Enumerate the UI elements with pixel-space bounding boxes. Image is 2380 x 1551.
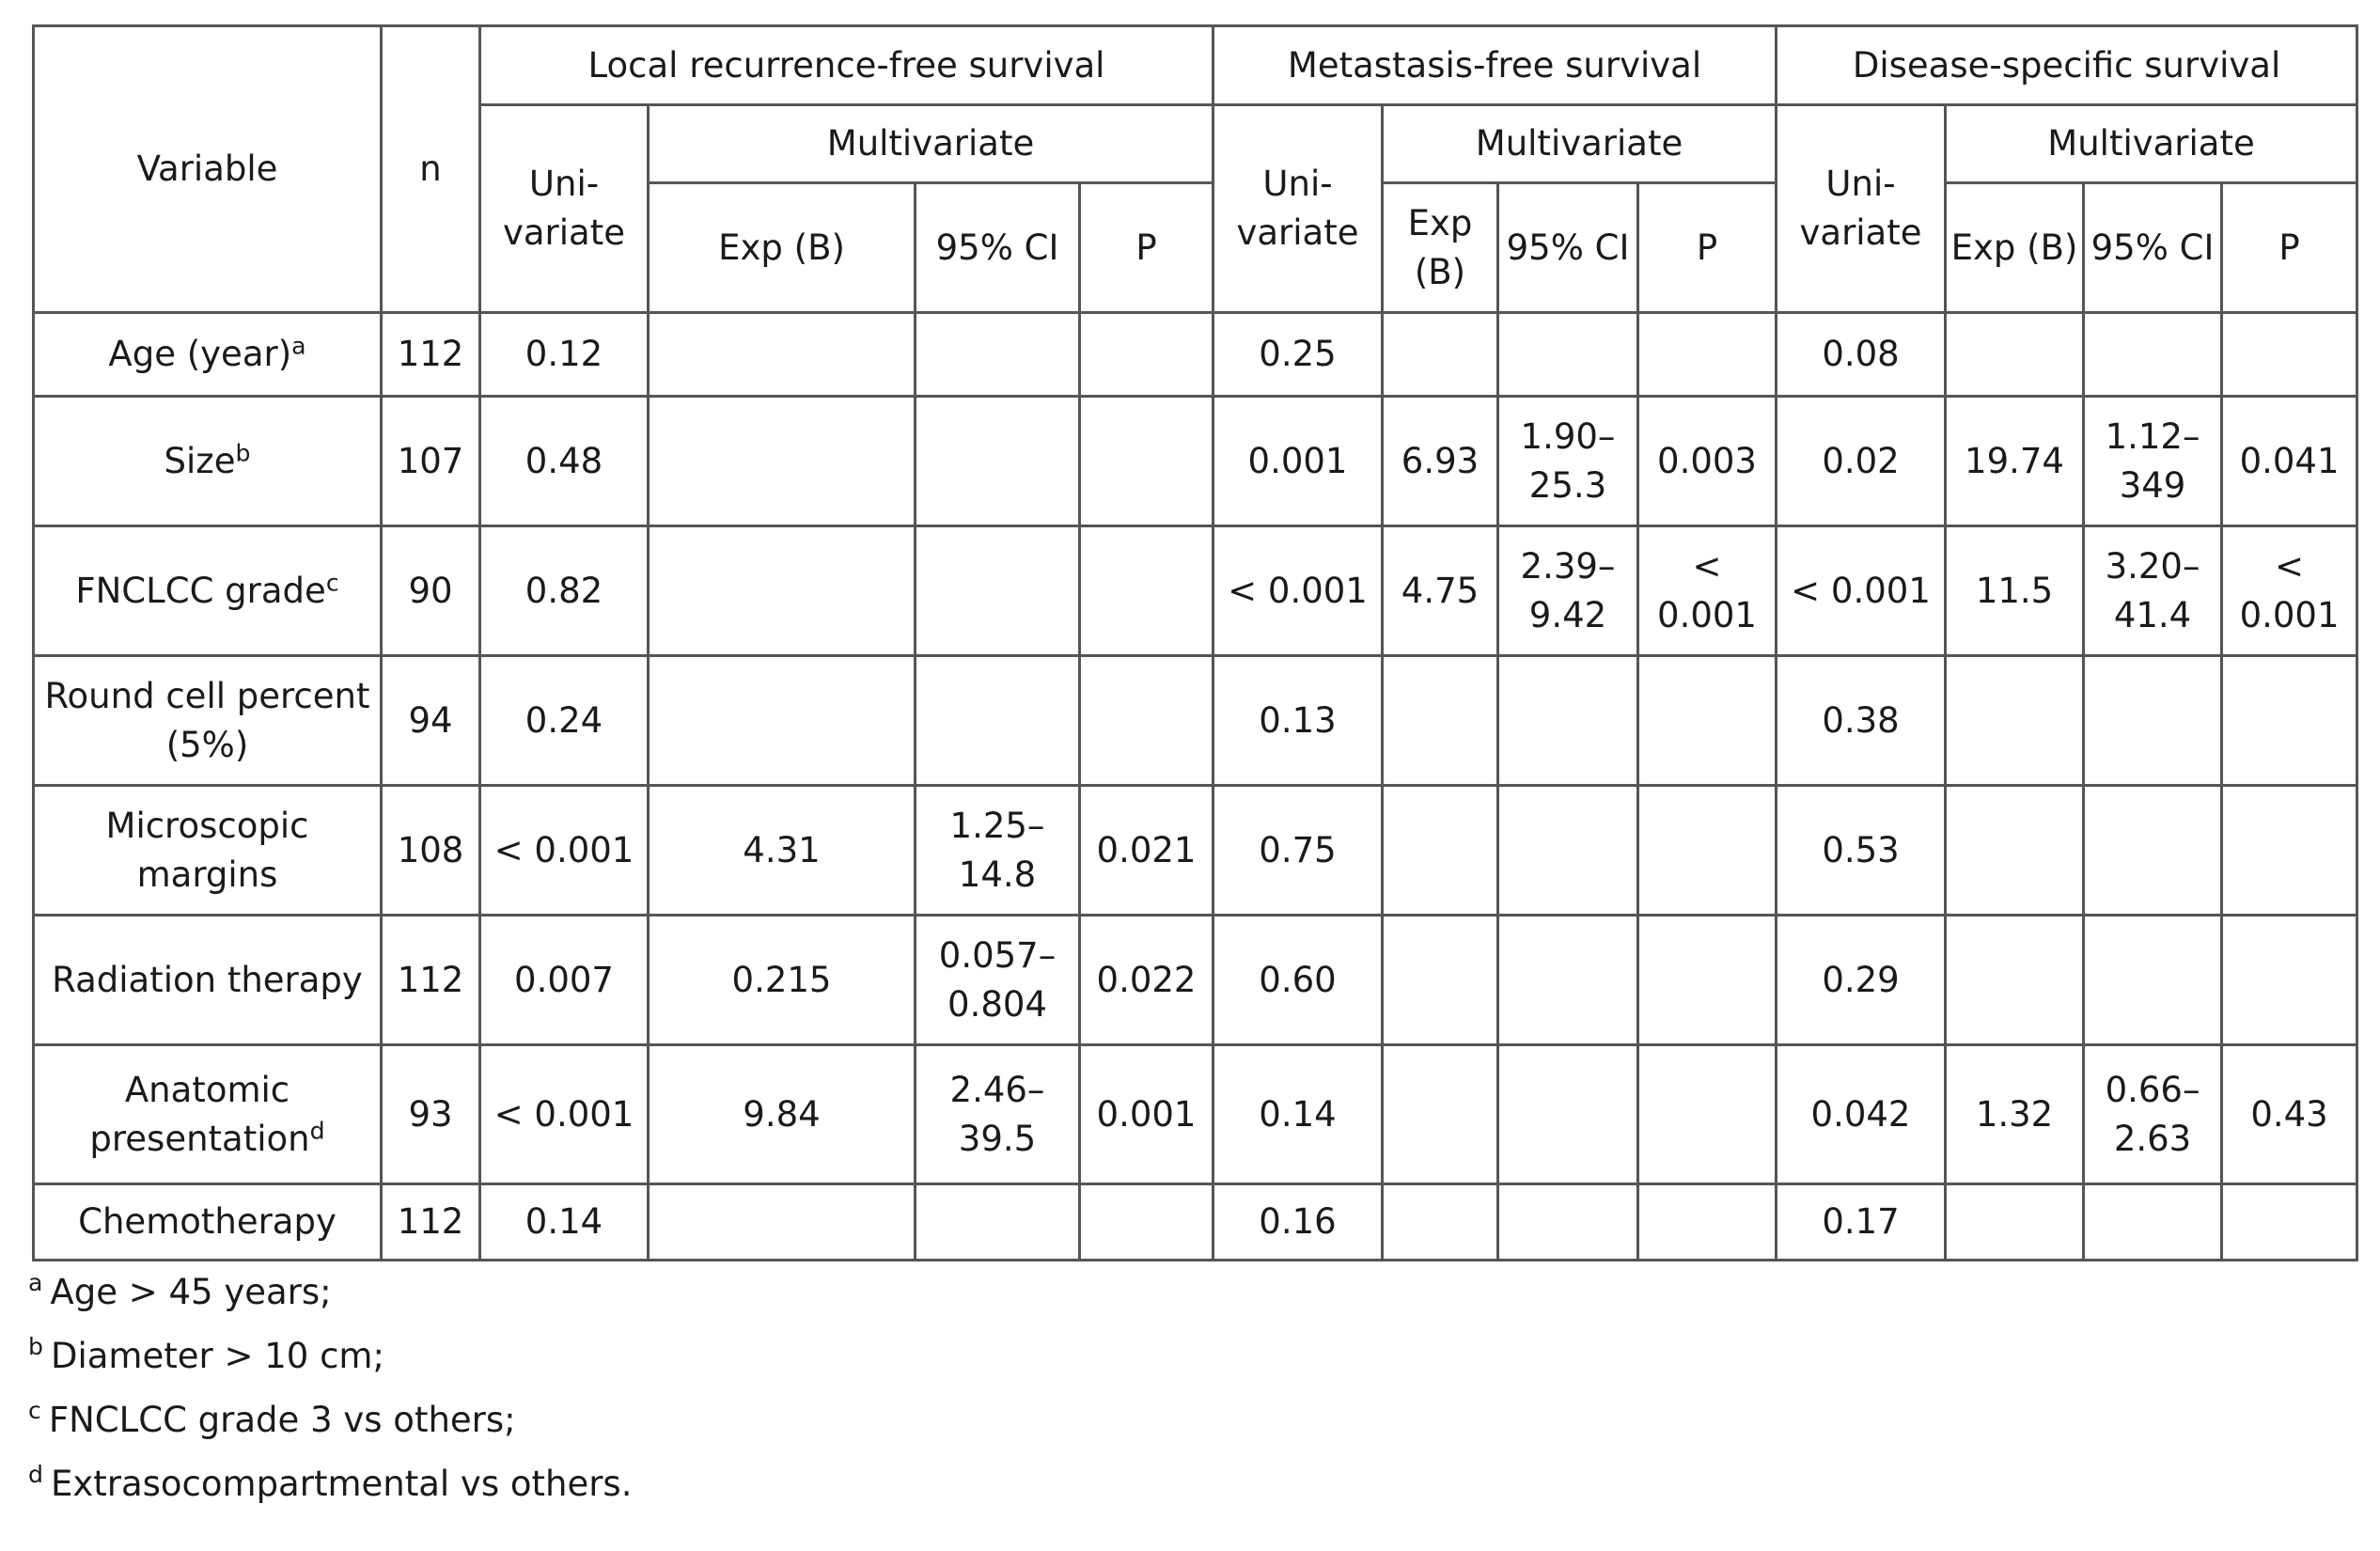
mfs-p-header: P [1638, 183, 1777, 313]
variable-cell [34, 1045, 382, 1184]
variable-label: FNCLCC grade [75, 570, 326, 611]
cell-dss-p [2222, 786, 2357, 916]
cell-dss-ci: 1.12–349 [2084, 397, 2222, 526]
footnote-marker: a [291, 332, 306, 360]
cell-dss-exp [1946, 916, 2084, 1045]
footnote-marker: c [325, 569, 339, 597]
table-row [34, 526, 2357, 656]
cell-dss-exp: 1.32 [1946, 1045, 2084, 1184]
cell-mfs-p [1638, 1045, 1777, 1184]
cell-lrfs-exp: 9.84 [649, 1045, 916, 1184]
cell-lrfs-p [1080, 313, 1213, 397]
cell-mfs-p [1638, 656, 1777, 786]
cell-lrfs-uni: 0.82 [480, 526, 649, 656]
cell-mfs-exp [1383, 916, 1498, 1045]
variable-label: Size [164, 440, 236, 481]
footnote-mark: c [28, 1397, 41, 1424]
footnote-item [28, 1399, 632, 1463]
variable-label: Anatomic presentation [89, 1069, 310, 1159]
cell-dss-exp: 11.5 [1946, 526, 2084, 656]
cell-mfs-uni: 0.75 [1213, 786, 1383, 916]
mfs-exp-b-header: Exp (B) [1383, 183, 1498, 313]
footnote-marker: b [235, 439, 251, 467]
cell-lrfs-ci [916, 656, 1080, 786]
cell-lrfs-uni: 0.12 [480, 313, 649, 397]
cell-dss-p: < 0.001 [2222, 526, 2357, 656]
cell-lrfs-ci [916, 1184, 1080, 1261]
results-table-container [32, 24, 2356, 1261]
cell-dss-ci [2084, 786, 2222, 916]
dss-multivariate-header: Multivariate [1946, 105, 2357, 183]
cell-lrfs-ci [916, 313, 1080, 397]
cell-lrfs-ci [916, 397, 1080, 526]
cell-mfs-exp [1383, 1045, 1498, 1184]
variable-header: Variable [34, 26, 382, 313]
cell-lrfs-uni: < 0.001 [480, 786, 649, 916]
mfs-univariate-header: Uni-variate [1213, 105, 1383, 313]
variable-label: Microscopic margins [105, 805, 309, 895]
cell-mfs-exp [1383, 786, 1498, 916]
lrfs-ci-header: 95% CI [916, 183, 1080, 313]
variable-label: Round cell percent (5%) [44, 675, 370, 765]
cell-dss-uni: 0.042 [1777, 1045, 1946, 1184]
cell-dss-ci [2084, 313, 2222, 397]
cell-mfs-ci [1498, 656, 1638, 786]
cell-mfs-ci [1498, 1184, 1638, 1261]
cell-mfs-exp [1383, 1184, 1498, 1261]
dss-ci-header: 95% CI [2084, 183, 2222, 313]
variable-cell [34, 397, 382, 526]
cell-dss-exp [1946, 1184, 2084, 1261]
cell-mfs-ci [1498, 786, 1638, 916]
cell-mfs-exp [1383, 313, 1498, 397]
cell-dss-p: 0.43 [2222, 1045, 2357, 1184]
cell-dss-uni: 0.29 [1777, 916, 1946, 1045]
cell-dss-ci: 3.20–41.4 [2084, 526, 2222, 656]
mfs-ci-header: 95% CI [1498, 183, 1638, 313]
cell-lrfs-p [1080, 526, 1213, 656]
header-row-groups [34, 26, 2357, 105]
table-row [34, 916, 2357, 1045]
table-body [34, 313, 2357, 1261]
cell-mfs-uni: 0.13 [1213, 656, 1383, 786]
cell-dss-uni: 0.08 [1777, 313, 1946, 397]
lrfs-p-header: P [1080, 183, 1213, 313]
cell-dss-ci [2084, 916, 2222, 1045]
cell-lrfs-exp [649, 526, 916, 656]
cell-lrfs-uni: < 0.001 [480, 1045, 649, 1184]
footnote-item [28, 1271, 632, 1335]
cell-lrfs-p [1080, 1184, 1213, 1261]
cell-n: 112 [382, 1184, 480, 1261]
cell-lrfs-uni: 0.24 [480, 656, 649, 786]
cell-mfs-ci: 1.90–25.3 [1498, 397, 1638, 526]
dss-univariate-header: Uni-variate [1777, 105, 1946, 313]
cell-mfs-uni: 0.60 [1213, 916, 1383, 1045]
cell-n: 112 [382, 313, 480, 397]
cell-mfs-p [1638, 1184, 1777, 1261]
n-header: n [382, 26, 480, 313]
cell-lrfs-exp [649, 397, 916, 526]
variable-cell [34, 526, 382, 656]
footnote-text: Age > 45 years; [50, 1271, 332, 1312]
cell-mfs-uni: 0.16 [1213, 1184, 1383, 1261]
variable-cell [34, 656, 382, 786]
cell-n: 94 [382, 656, 480, 786]
cell-mfs-p [1638, 313, 1777, 397]
cell-dss-p [2222, 1184, 2357, 1261]
cell-lrfs-uni: 0.14 [480, 1184, 649, 1261]
cell-n: 93 [382, 1045, 480, 1184]
footnote-marker: d [309, 1116, 325, 1144]
cell-mfs-uni: 0.25 [1213, 313, 1383, 397]
table-row [34, 786, 2357, 916]
footnote-mark: a [28, 1269, 43, 1296]
cell-mfs-ci [1498, 916, 1638, 1045]
mfs-group-header: Metastasis-free survival [1213, 26, 1777, 105]
table-row [34, 1045, 2357, 1184]
cell-lrfs-uni: 0.48 [480, 397, 649, 526]
cell-mfs-ci [1498, 313, 1638, 397]
variable-label: Radiation therapy [52, 959, 363, 1000]
cell-n: 108 [382, 786, 480, 916]
cell-mfs-uni: < 0.001 [1213, 526, 1383, 656]
footnote-item [28, 1335, 632, 1399]
dss-group-header: Disease-specific survival [1777, 26, 2357, 105]
cell-dss-ci: 0.66–2.63 [2084, 1045, 2222, 1184]
cell-mfs-exp: 6.93 [1383, 397, 1498, 526]
cell-dss-uni: 0.02 [1777, 397, 1946, 526]
mfs-multivariate-header: Multivariate [1383, 105, 1777, 183]
cell-lrfs-p: 0.021 [1080, 786, 1213, 916]
cell-n: 107 [382, 397, 480, 526]
cell-lrfs-uni: 0.007 [480, 916, 649, 1045]
footnote-text: Diameter > 10 cm; [50, 1335, 384, 1376]
variable-cell [34, 1184, 382, 1261]
table-row [34, 1184, 2357, 1261]
cell-lrfs-ci: 2.46–39.5 [916, 1045, 1080, 1184]
cell-dss-p [2222, 916, 2357, 1045]
variable-label: Chemotherapy [78, 1201, 337, 1243]
cell-dss-uni: 0.53 [1777, 786, 1946, 916]
dss-exp-b-header: Exp (B) [1946, 183, 2084, 313]
cell-lrfs-p [1080, 656, 1213, 786]
lrfs-exp-b-header: Exp (B) [649, 183, 916, 313]
footnote-mark: b [28, 1333, 43, 1360]
footnotes [28, 1271, 632, 1527]
footnote-item [28, 1463, 632, 1527]
cell-mfs-exp: 4.75 [1383, 526, 1498, 656]
cell-lrfs-ci: 1.25–14.8 [916, 786, 1080, 916]
cell-lrfs-exp [649, 656, 916, 786]
table-row [34, 656, 2357, 786]
cell-dss-p: 0.041 [2222, 397, 2357, 526]
cell-dss-uni: 0.38 [1777, 656, 1946, 786]
cell-mfs-uni: 0.14 [1213, 1045, 1383, 1184]
cell-dss-exp [1946, 656, 2084, 786]
footnote-text: Extrasocompartmental vs others. [50, 1463, 633, 1504]
survival-analysis-table [32, 24, 2358, 1261]
variable-label: Age (year) [108, 334, 292, 375]
cell-lrfs-ci: 0.057–0.804 [916, 916, 1080, 1045]
cell-dss-ci [2084, 656, 2222, 786]
cell-lrfs-ci [916, 526, 1080, 656]
lrfs-multivariate-header: Multivariate [649, 105, 1213, 183]
cell-n: 112 [382, 916, 480, 1045]
cell-dss-exp [1946, 786, 2084, 916]
footnote-mark: d [28, 1461, 43, 1488]
cell-mfs-p: < 0.001 [1638, 526, 1777, 656]
cell-lrfs-p: 0.022 [1080, 916, 1213, 1045]
cell-dss-exp: 19.74 [1946, 397, 2084, 526]
cell-dss-p [2222, 656, 2357, 786]
cell-n: 90 [382, 526, 480, 656]
cell-lrfs-p: 0.001 [1080, 1045, 1213, 1184]
cell-mfs-ci [1498, 1045, 1638, 1184]
cell-mfs-ci: 2.39–9.42 [1498, 526, 1638, 656]
cell-dss-uni: < 0.001 [1777, 526, 1946, 656]
cell-lrfs-exp [649, 1184, 916, 1261]
lrfs-group-header: Local recurrence-free survival [480, 26, 1213, 105]
variable-cell [34, 786, 382, 916]
table-row [34, 397, 2357, 526]
lrfs-univariate-header: Uni-variate [480, 105, 649, 313]
cell-dss-ci [2084, 1184, 2222, 1261]
cell-mfs-exp [1383, 656, 1498, 786]
cell-dss-uni: 0.17 [1777, 1184, 1946, 1261]
cell-mfs-p [1638, 786, 1777, 916]
cell-lrfs-exp: 4.31 [649, 786, 916, 916]
variable-cell [34, 916, 382, 1045]
cell-dss-exp [1946, 313, 2084, 397]
cell-mfs-uni: 0.001 [1213, 397, 1383, 526]
footnote-text: FNCLCC grade 3 vs others; [48, 1399, 516, 1440]
cell-lrfs-exp [649, 313, 916, 397]
dss-p-header: P [2222, 183, 2357, 313]
variable-cell [34, 313, 382, 397]
cell-mfs-p [1638, 916, 1777, 1045]
cell-mfs-p: 0.003 [1638, 397, 1777, 526]
cell-dss-p [2222, 313, 2357, 397]
table-row [34, 313, 2357, 397]
cell-lrfs-p [1080, 397, 1213, 526]
cell-lrfs-exp: 0.215 [649, 916, 916, 1045]
